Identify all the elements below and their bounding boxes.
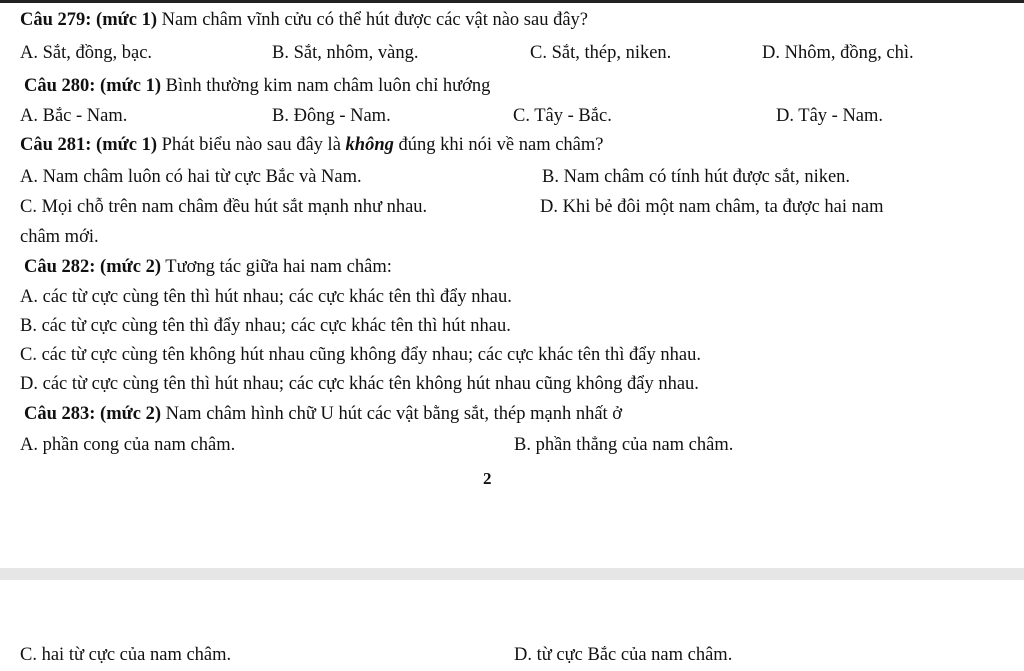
question-head: Câu 279: (mức 1): [20, 10, 157, 30]
question-text: Nam châm vĩnh cửu có thể hút được các vật nào sau đây?: [156, 10, 589, 30]
option-279-c: C. Sắt, thép, niken.: [530, 43, 672, 63]
option-279-b: B. Sắt, nhôm, vàng.: [272, 43, 419, 63]
question-emphasis: không: [345, 135, 394, 155]
question-280: [24, 75, 490, 97]
question-283: [24, 403, 622, 425]
option-280-c: C. Tây - Bắc.: [513, 106, 612, 126]
top-border: [0, 0, 1024, 3]
question-279: [20, 9, 588, 31]
option-280-b: B. Đông - Nam.: [272, 106, 391, 126]
option-282-b: B. các từ cực cùng tên thì đẩy nhau; các cực khác tên thì hút nhau.: [20, 316, 511, 336]
question-282: [24, 256, 392, 278]
option-283-a: A. phần cong của nam châm.: [20, 435, 236, 455]
option-283-b: B. phần thẳng của nam châm.: [514, 435, 734, 455]
question-text-end: đúng khi nói về nam châm?: [393, 135, 604, 155]
option-282-c: C. các từ cực cùng tên không hút nhau cũng không đẩy nhau; các cực khác tên thì đẩy nhau.: [20, 345, 701, 365]
option-281-a: A. Nam châm luôn có hai từ cực Bắc và Nam.: [20, 167, 362, 187]
question-head: Câu 281: (mức 1): [20, 135, 157, 155]
option-279-a: A. Sắt, đồng, bạc.: [20, 43, 153, 63]
option-282-d: D. các từ cực cùng tên thì hút nhau; các cực khác tên không hút nhau cũng không đẩy nhau.: [20, 374, 699, 394]
option-283-c: C. hai từ cực của nam châm.: [20, 645, 232, 665]
option-281-d-continued: châm mới.: [20, 227, 99, 247]
option-283-d: D. từ cực Bắc của nam châm.: [514, 645, 733, 665]
option-279-d: D. Nhôm, đồng, chì.: [762, 43, 914, 63]
option-281-c: C. Mọi chỗ trên nam châm đều hút sắt mạnh như nhau.: [20, 197, 428, 217]
question-text: Phát biểu nào sau đây là: [156, 135, 346, 155]
question-281: [20, 134, 604, 156]
page-number: 2: [483, 469, 492, 488]
option-281-d: D. Khi bẻ đôi một nam châm, ta được hai nam: [540, 197, 884, 217]
option-281-b: B. Nam châm có tính hút được sắt, niken.: [542, 167, 851, 187]
option-280-a: A. Bắc - Nam.: [20, 106, 128, 126]
question-head: Câu 282: (mức 2): [24, 257, 161, 277]
question-text: Tương tác giữa hai nam châm:: [160, 257, 392, 277]
page-break: [0, 568, 1024, 580]
question-text: Nam châm hình chữ U hút các vật bằng sắt, thép mạnh nhất ở: [160, 404, 623, 424]
question-head: Câu 280: (mức 1): [24, 76, 161, 96]
question-head: Câu 283: (mức 2): [24, 404, 161, 424]
question-text: Bình thường kim nam châm luôn chỉ hướng: [160, 76, 491, 96]
option-280-d: D. Tây - Nam.: [776, 106, 884, 126]
option-282-a: A. các từ cực cùng tên thì hút nhau; các cực khác tên thì đẩy nhau.: [20, 287, 512, 307]
